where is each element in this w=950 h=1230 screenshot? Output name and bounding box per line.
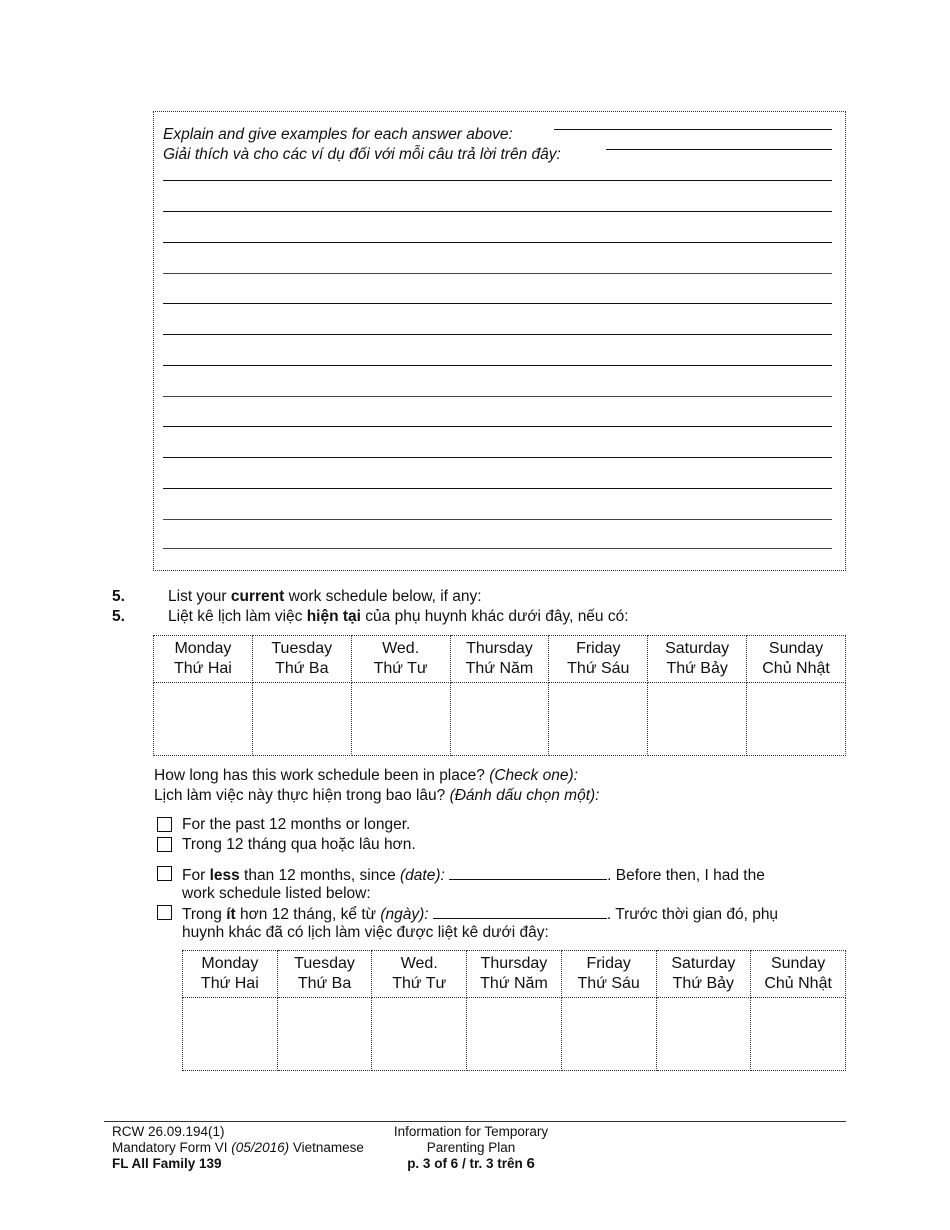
footer-title-line1: Information for Temporary: [393, 1124, 549, 1139]
day-header-wednesday: Wed. Thứ Tư: [351, 636, 450, 683]
footer-form-id: FL All Family 139: [112, 1156, 222, 1171]
schedule-entry-row: [154, 683, 846, 756]
section-number-en: 5.: [112, 588, 125, 605]
day-header-wednesday: Wed. Thứ Tư: [372, 951, 467, 998]
schedule-cell-saturday[interactable]: [656, 998, 751, 1071]
explanation-box: [153, 111, 846, 571]
day-header-monday: Monday Thứ Hai: [183, 951, 278, 998]
schedule-cell-tuesday[interactable]: [252, 683, 351, 756]
day-header-thursday: Thursday Thứ Năm: [467, 951, 562, 998]
schedule-cell-thursday[interactable]: [467, 998, 562, 1071]
explain-prompt-en: Explain and give examples for each answer above:: [163, 126, 513, 143]
explain-answer-line[interactable]: [163, 242, 832, 243]
schedule-cell-friday[interactable]: [549, 683, 648, 756]
section-number-vi: 5.: [112, 608, 125, 625]
explain-answer-line[interactable]: [163, 273, 832, 274]
schedule-cell-thursday[interactable]: [450, 683, 549, 756]
section5-instruction-en: List your current work schedule below, if any:: [168, 588, 482, 605]
day-header-sunday: Sunday Chủ Nhật: [747, 636, 846, 683]
explain-answer-line-en[interactable]: [554, 129, 832, 130]
explain-answer-line[interactable]: [163, 548, 832, 549]
footer-rcw: RCW 26.09.194(1): [112, 1124, 225, 1139]
section5-instruction-vi: Liệt kê lịch làm việc hiện tại của phụ huynh khác dưới đây, nếu có:: [168, 608, 629, 625]
schedule-entry-row: [183, 998, 846, 1071]
day-header-friday: Friday Thứ Sáu: [561, 951, 656, 998]
option-12-months-or-longer-vi: Trong 12 tháng qua hoặc lâu hơn.: [182, 836, 416, 853]
schedule-cell-tuesday[interactable]: [277, 998, 372, 1071]
explain-answer-line[interactable]: [163, 180, 832, 181]
option-less-than-12-months-vi-cont: huynh khác đã có lịch làm việc được liệt kê dưới đây:: [182, 924, 549, 941]
day-header-friday: Friday Thứ Sáu: [549, 636, 648, 683]
day-header-tuesday: Tuesday Thứ Ba: [277, 951, 372, 998]
day-header-tuesday: Tuesday Thứ Ba: [252, 636, 351, 683]
day-header-thursday: Thursday Thứ Năm: [450, 636, 549, 683]
footer-divider: [104, 1121, 846, 1122]
schedule-cell-sunday[interactable]: [747, 683, 846, 756]
schedule-cell-sunday[interactable]: [751, 998, 846, 1071]
option-less-than-12-months-vi: Trong ít hơn 12 tháng, kể từ (ngày): . Trước thời gian đó, phụ: [182, 906, 779, 923]
footer-title-line2: Parenting Plan: [426, 1140, 516, 1155]
explain-answer-line[interactable]: [163, 488, 832, 489]
option-less-than-12-months-en-cont: work schedule listed below:: [182, 885, 371, 902]
duration-question-en: How long has this work schedule been in place? (Check one):: [154, 767, 578, 784]
explain-answer-line[interactable]: [163, 334, 832, 335]
explain-answer-line[interactable]: [163, 365, 832, 366]
footer-form-version: Mandatory Form VI (05/2016) Vietnamese: [112, 1140, 364, 1155]
explain-answer-line[interactable]: [163, 211, 832, 212]
schedule-cell-wednesday[interactable]: [351, 683, 450, 756]
current-schedule-table: [153, 635, 846, 756]
explain-prompt-vi: Giải thích và cho các ví dụ đối với mỗi câu trả lời trên đây:: [163, 146, 561, 163]
duration-question-vi: Lịch làm việc này thực hiện trong bao lâu? (Đánh dấu chọn một):: [154, 787, 600, 804]
footer-page-number: p. 3 of 6 / tr. 3 trên 6: [407, 1155, 535, 1172]
checkbox-less-than-12-months-vi[interactable]: [157, 905, 172, 920]
explain-answer-line[interactable]: [163, 457, 832, 458]
explain-answer-line-vi[interactable]: [606, 149, 832, 150]
since-date-field-en[interactable]: [449, 865, 607, 880]
day-header-sunday: Sunday Chủ Nhật: [751, 951, 846, 998]
previous-schedule-table: [182, 950, 846, 1071]
option-12-months-or-longer-en: For the past 12 months or longer.: [182, 816, 411, 833]
schedule-cell-monday[interactable]: [183, 998, 278, 1071]
checkbox-12-months-or-longer-en[interactable]: [157, 817, 172, 832]
since-date-field-vi[interactable]: [433, 904, 607, 919]
schedule-header-row: [183, 951, 846, 998]
explain-answer-line[interactable]: [163, 519, 832, 520]
option-less-than-12-months-en: For less than 12 months, since (date): . Before then, I had the: [182, 867, 765, 884]
schedule-header-row: [154, 636, 846, 683]
explain-answer-line[interactable]: [163, 426, 832, 427]
day-header-saturday: Saturday Thứ Bảy: [648, 636, 747, 683]
schedule-cell-monday[interactable]: [154, 683, 253, 756]
checkbox-less-than-12-months-en[interactable]: [157, 866, 172, 881]
explain-answer-line[interactable]: [163, 303, 832, 304]
day-header-saturday: Saturday Thứ Bảy: [656, 951, 751, 998]
schedule-cell-wednesday[interactable]: [372, 998, 467, 1071]
schedule-cell-saturday[interactable]: [648, 683, 747, 756]
day-header-monday: Monday Thứ Hai: [154, 636, 253, 683]
checkbox-12-months-or-longer-vi[interactable]: [157, 837, 172, 852]
schedule-cell-friday[interactable]: [561, 998, 656, 1071]
explain-answer-line[interactable]: [163, 396, 832, 397]
